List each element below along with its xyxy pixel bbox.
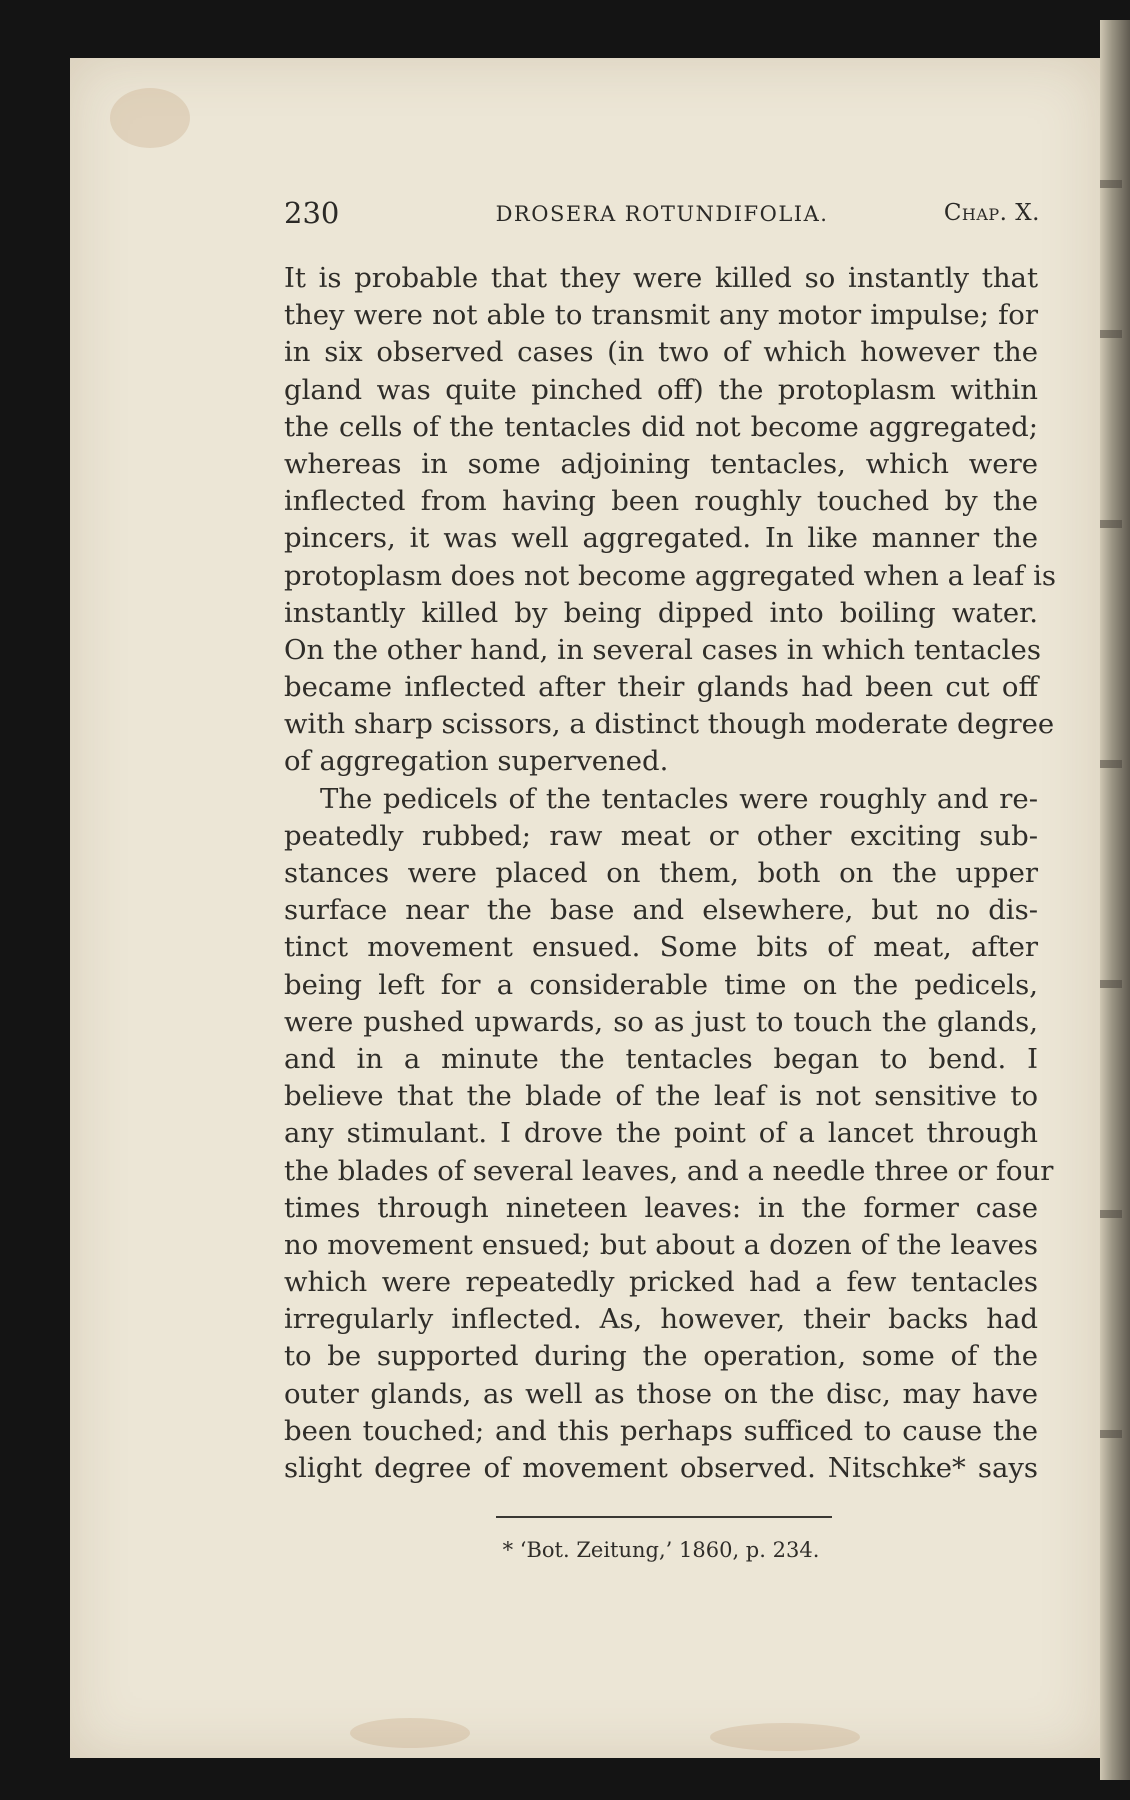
text-line: irregularly inflected. As, however, their backs had	[284, 1303, 1038, 1336]
text-line: slight degree of movement observed. Nitschke* says	[284, 1452, 1038, 1484]
text-line: instantly killed by being dipped into boiling water.	[284, 596, 1038, 629]
page-edge-mark	[1100, 760, 1122, 768]
running-title: DROSERA ROTUNDIFOLIA.	[495, 202, 829, 226]
page-header	[284, 196, 1040, 236]
text-line: It is probable that they were killed so instantly that	[284, 262, 1038, 294]
chapter-label: Chap. X.	[943, 200, 1040, 226]
text-line: peatedly rubbed; raw meat or other exciting sub-	[284, 819, 1038, 852]
text-line: tinct movement ensued. Some bits of meat, after	[284, 931, 1038, 964]
text-line: whereas in some adjoining tentacles, which were	[284, 447, 1038, 480]
text-line: times through nineteen leaves: in the former case	[284, 1191, 1038, 1224]
text-line: any stimulant. I drove the point of a lancet through	[284, 1117, 1038, 1150]
text-line: of aggregation supervened.	[284, 745, 669, 778]
text-line: they were not able to transmit any motor impulse; for	[284, 299, 1038, 332]
body-text	[284, 260, 1057, 1487]
text-line: stances were placed on them, both on the upper	[284, 857, 1038, 889]
page-edge-mark	[1100, 180, 1122, 188]
text-line: gland was quite pinched off) the protoplasm within	[284, 373, 1038, 406]
text-line: in six observed cases (in two of which however the	[284, 336, 1038, 369]
text-line: surface near the base and elsewhere, but no dis-	[284, 894, 1038, 927]
text-line: The pedicels of the tentacles were roughly and re-	[320, 782, 1038, 815]
paper-stain	[350, 1718, 470, 1748]
text-line: to be supported during the operation, some of the	[284, 1340, 1038, 1373]
text-line: the blades of several leaves, and a needle three or four	[284, 1154, 1054, 1187]
page-edge-mark	[1100, 520, 1122, 528]
text-line: became inflected after their glands had been cut off	[284, 671, 1038, 704]
paper-stain	[710, 1723, 860, 1751]
page-edge	[1100, 20, 1130, 1780]
text-line: and in a minute the tentacles began to bend. I	[284, 1042, 1038, 1075]
text-line: believe that the blade of the leaf is not sensitive to	[284, 1080, 1038, 1113]
paper-stain	[110, 88, 190, 148]
text-line: inflected from having been roughly touched by the	[284, 485, 1038, 518]
footnote-rule	[496, 1516, 832, 1518]
text-line: pincers, it was well aggregated. In like manner the	[284, 522, 1038, 555]
text-line: outer glands, as well as those on the disc, may have	[284, 1377, 1038, 1410]
text-line: being left for a considerable time on the pedicels,	[284, 968, 1038, 1001]
page-edge-mark	[1100, 1210, 1122, 1218]
page-edge-mark	[1100, 980, 1122, 988]
text-line: which were repeatedly pricked had a few tentacles	[284, 1266, 1038, 1299]
text-line: no movement ensued; but about a dozen of the leaves	[284, 1228, 1038, 1261]
text-line: were pushed upwards, so as just to touch the glands,	[284, 1005, 1038, 1038]
text-line: the cells of the tentacles did not become aggregated;	[284, 410, 1038, 443]
footnote: * ‘Bot. Zeitung,’ 1860, p. 234.	[502, 1538, 820, 1562]
text-line: with sharp scissors, a distinct though moderate degree	[284, 708, 1055, 741]
page-edge-mark	[1100, 1430, 1122, 1438]
text-line: protoplasm does not become aggregated when a leaf is	[284, 559, 1057, 592]
page-number: 230	[284, 196, 340, 230]
page-edge-mark	[1100, 330, 1122, 338]
text-line: been touched; and this perhaps sufficed to cause the	[284, 1414, 1038, 1447]
text-line: On the other hand, in several cases in which tentacles	[284, 633, 1041, 666]
